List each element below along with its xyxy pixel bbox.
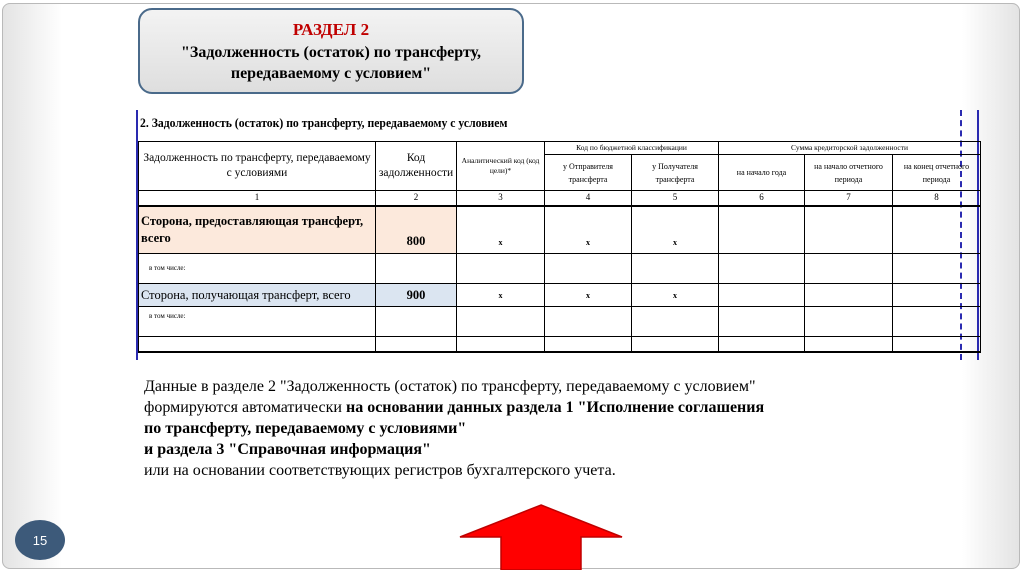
col-header-end-period: на конец отчетного периода <box>893 155 981 191</box>
col-header-budget-group: Код по бюджетной классификации <box>545 142 719 155</box>
description-line-4 <box>144 439 934 460</box>
col-number: 3 <box>457 191 545 206</box>
table-cell <box>376 337 457 352</box>
description-line-3-bold: по трансферту, передаваемому с условиями" <box>144 420 467 437</box>
col-number: 2 <box>376 191 457 206</box>
col-header-start-period: на начало отчетного периода <box>805 155 893 191</box>
col-number: 7 <box>805 191 893 206</box>
description-line-2-bold: на основании данных раздела 1 "Исполнение соглашения <box>345 399 765 416</box>
table-cell <box>457 337 545 352</box>
table-cell <box>805 206 893 254</box>
table-cell <box>632 337 719 352</box>
table-cell <box>457 307 545 337</box>
description-text <box>144 376 934 481</box>
table-cell <box>457 254 545 284</box>
table-cell <box>893 284 981 307</box>
form-title: 2. Задолженность (остаток) по трансферту, передаваемому с условием <box>140 115 508 130</box>
x-mark: x <box>457 206 545 254</box>
table-cell <box>376 254 457 284</box>
table-cell <box>719 254 805 284</box>
col-header-code: Код задолженности <box>376 142 457 191</box>
table-cell <box>893 307 981 337</box>
x-mark: x <box>545 206 632 254</box>
table-cell <box>805 254 893 284</box>
debt-table <box>138 141 981 353</box>
table-cell <box>545 337 632 352</box>
table-cell <box>376 307 457 337</box>
up-arrow-shape <box>460 505 622 570</box>
section-title: РАЗДЕЛ 2 <box>292 20 370 39</box>
table-cell <box>139 337 376 352</box>
table-cell <box>805 307 893 337</box>
x-mark: x <box>545 284 632 307</box>
description-line-4-bold: и раздела 3 "Справочная информация" <box>144 441 431 458</box>
row-code-giver: 800 <box>376 206 457 254</box>
table-cell <box>545 254 632 284</box>
slide-number-badge: 15 <box>15 520 65 560</box>
table-cell <box>893 254 981 284</box>
description-line-2-normal: формируются автоматически <box>144 399 346 416</box>
col-header-analytic: Аналитический код (код цели)* <box>457 142 545 191</box>
row-code-receiver: 900 <box>376 284 457 307</box>
table-cell <box>719 284 805 307</box>
row-including-1: в том числе: <box>139 254 376 284</box>
table-cell <box>805 337 893 352</box>
table-cell <box>632 307 719 337</box>
section-header-box <box>138 8 524 94</box>
table-cell <box>719 307 805 337</box>
table-cell <box>632 254 719 284</box>
col-header-debt: Задолженность по трансферту, передаваемому с условиями <box>139 142 376 191</box>
x-mark: x <box>457 284 545 307</box>
table-cell <box>805 284 893 307</box>
x-mark: x <box>632 206 719 254</box>
table-cell <box>893 337 981 352</box>
row-including-2: в том числе: <box>139 307 376 337</box>
col-header-payable-group: Сумма кредиторской задолженности <box>719 142 981 155</box>
col-number: 4 <box>545 191 632 206</box>
description-line-1: Данные в разделе 2 "Задолженность (остаток) по трансферту, передаваемому с условием" <box>144 378 756 395</box>
col-header-start-year: на начало года <box>719 155 805 191</box>
table-cell <box>719 206 805 254</box>
col-header-receiver: у Получателя трансферта <box>632 155 719 191</box>
col-number: 5 <box>632 191 719 206</box>
col-number: 8 <box>893 191 981 206</box>
col-number: 1 <box>139 191 376 206</box>
description-line-2 <box>144 397 934 418</box>
row-label-giver: Сторона, предоставляющая трансферт, всего <box>139 206 376 254</box>
section-subtitle: "Задолженность (остаток) по трансферту, передаваемому с условием" <box>181 44 481 82</box>
table-cell <box>545 307 632 337</box>
description-line-3 <box>144 418 934 439</box>
row-label-receiver: Сторона, получающая трансферт, всего <box>139 284 376 307</box>
table-cell <box>893 206 981 254</box>
x-mark: x <box>632 284 719 307</box>
col-header-sender: у Отправителя трансферта <box>545 155 632 191</box>
report-form <box>136 110 980 360</box>
up-arrow-icon <box>459 504 623 570</box>
description-line-5: или на основании соответствующих регистров бухгалтерского учета. <box>144 462 616 479</box>
col-number: 6 <box>719 191 805 206</box>
table-cell <box>719 337 805 352</box>
